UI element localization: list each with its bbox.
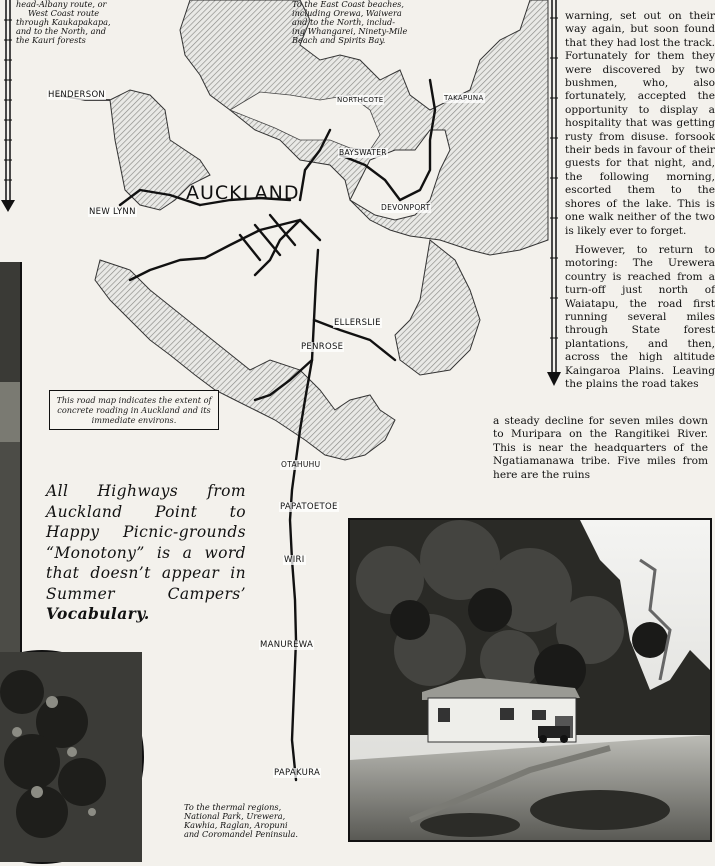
caption-line: National Park, Urewera, <box>184 811 286 821</box>
label-manurewa: MANUREWA <box>260 640 314 650</box>
article-column-right <box>565 10 715 391</box>
label-penrose: PENROSE <box>301 342 344 352</box>
article-paragraph: warning, set out on their way again, but soon found that they had lost the track. Fortunately for them they were discovered by two bushmen, who, also fortunately, accepted the opportunity to display a hospitality that was getting rusty from disuse. forsook their beds in favour of their guests for that night, and, the following morning, escorted them to the shores of the lake. This is one walk neither of the two is likely ever to forget. <box>565 10 715 237</box>
article-column-bottom <box>493 415 708 482</box>
left-rule-ornament <box>1 0 15 212</box>
article-paragraph: However, to return to motoring: The Urewera country is reached from a turn-off just north of Waiatapu, the road first running several miles through State forest plantations, and then, across the high altitude Kaingaroa Plains. Leaving the plains the road takes <box>565 243 715 390</box>
headline <box>46 481 246 625</box>
caption-line: including Orewa, Waiwera <box>292 8 402 18</box>
label-takapuna: TAKAPUNA <box>444 94 484 102</box>
caption-line: West Coast route <box>28 8 100 18</box>
label-henderson: HENDERSON <box>48 90 106 100</box>
map-caption-northeast <box>292 0 432 45</box>
label-devonport: DEVONPORT <box>381 203 431 212</box>
map-caption-south <box>184 803 349 839</box>
label-northcote: NORTHCOTE <box>337 96 384 104</box>
label-papatoetoe: PAPATOETOE <box>280 502 338 512</box>
label-otahuhu: OTAHUHU <box>281 460 321 469</box>
caption-line: Beach and Spirits Bay. <box>292 35 386 45</box>
label-new-lynn: NEW LYNN <box>89 207 136 217</box>
caption-line: through Kaukapakapa, <box>16 17 111 27</box>
headline-bold: Vocabulary. <box>46 604 150 623</box>
label-auckland: AUCKLAND <box>186 182 300 204</box>
caption-line: and to the North, includ- <box>292 17 395 27</box>
right-rule-ornament <box>547 0 561 386</box>
headline-text: All Highways from Auckland Point to Happy Picnic-grounds “Monotony” is a word that doesn’t appear in Summer Campers’ <box>46 482 246 603</box>
caption-line: head-Albany route, or <box>16 0 107 9</box>
article-paragraph: a steady decline for seven miles down to Muripara on the Rangitikei River. This is near the headquarters of the Ngatiamanawa tribe. Five miles from here are the ruins <box>493 415 708 481</box>
caption-line: Kawhia, Raglan, Aropuni <box>184 820 288 830</box>
caption-line: ing Whangarei, Ninety-Mile <box>292 26 408 36</box>
left-photo <box>0 262 22 657</box>
landscape-photo <box>348 518 712 842</box>
label-wiri: WIRI <box>284 555 305 565</box>
map-caption-northwest <box>16 0 136 45</box>
caption-line: the Kauri forests <box>16 35 86 45</box>
caption-line: To the thermal regions, <box>184 802 282 812</box>
caption-line: and Coromandel Peninsula. <box>184 829 298 839</box>
caption-line: and to the North, and <box>16 26 107 36</box>
label-bayswater: BAYSWATER <box>339 148 387 157</box>
label-ellerslie: ELLERSLIE <box>334 318 381 328</box>
label-papakura: PAPAKURA <box>274 768 321 778</box>
caption-line: To the East Coast beaches, <box>292 0 404 9</box>
bottom-left-photo <box>0 650 144 864</box>
map-caption-box: This road map indicates the extent of concrete roading in Auckland and its immediate environs. <box>49 390 219 430</box>
